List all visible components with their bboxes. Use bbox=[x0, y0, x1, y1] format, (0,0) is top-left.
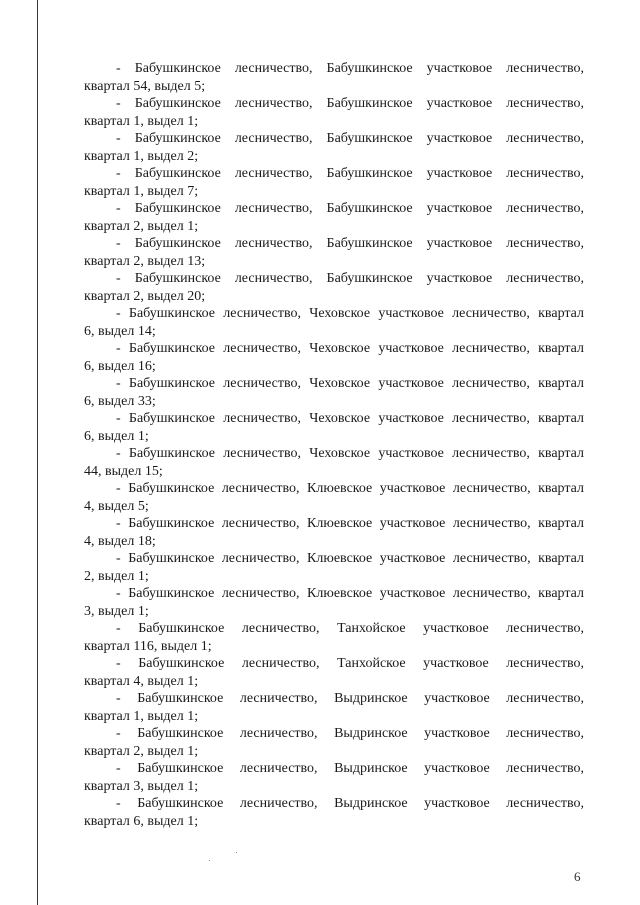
entry-text: - Бабушкинское лесничество, Бабушкинское участковое лесничество, bbox=[116, 236, 584, 251]
entry-text: - Бабушкинское лесничество, Чеховское участковое лесничество, квартал bbox=[116, 306, 584, 321]
entry-text: - Бабушкинское лесничество, Выдринское участковое лесничество, bbox=[116, 726, 584, 741]
entry-continuation: квартал 2, выдел 1; bbox=[84, 218, 199, 234]
scan-speck bbox=[236, 852, 237, 853]
entry-continuation: 6, выдел 14; bbox=[84, 323, 156, 339]
entry-continuation: квартал 1, выдел 1; bbox=[84, 708, 199, 724]
list-item bbox=[84, 515, 584, 550]
list-item bbox=[84, 235, 584, 270]
entry-text: - Бабушкинское лесничество, Выдринское участковое лесничество, bbox=[116, 691, 584, 706]
entry-text: - Бабушкинское лесничество, Клюевское участковое лесничество, квартал bbox=[116, 481, 584, 496]
entry-continuation: квартал 1, выдел 7; bbox=[84, 183, 199, 199]
entry-continuation: 44, выдел 15; bbox=[84, 463, 163, 479]
list-item bbox=[84, 410, 584, 445]
entry-continuation: 4, выдел 5; bbox=[84, 498, 149, 514]
entry-continuation: квартал 1, выдел 1; bbox=[84, 113, 199, 129]
entry-text: - Бабушкинское лесничество, Танхойское участковое лесничество, bbox=[116, 621, 584, 636]
entry-continuation: квартал 6, выдел 1; bbox=[84, 813, 199, 829]
list-item bbox=[84, 95, 584, 130]
list-item bbox=[84, 760, 584, 795]
scan-speck bbox=[209, 860, 210, 861]
list-item bbox=[84, 60, 584, 95]
entry-text: - Бабушкинское лесничество, Бабушкинское участковое лесничество, bbox=[116, 166, 584, 181]
entry-continuation: квартал 116, выдел 1; bbox=[84, 638, 212, 654]
entry-text: - Бабушкинское лесничество, Бабушкинское участковое лесничество, bbox=[116, 131, 584, 146]
entry-text: - Бабушкинское лесничество, Клюевское участковое лесничество, квартал bbox=[116, 586, 584, 601]
entry-continuation: 6, выдел 33; bbox=[84, 393, 156, 409]
entry-continuation: квартал 4, выдел 1; bbox=[84, 673, 199, 689]
entry-text: - Бабушкинское лесничество, Чеховское участковое лесничество, квартал bbox=[116, 446, 584, 461]
entry-continuation: квартал 1, выдел 2; bbox=[84, 148, 199, 164]
list-item bbox=[84, 130, 584, 165]
entry-continuation: 2, выдел 1; bbox=[84, 568, 149, 584]
entry-text: - Бабушкинское лесничество, Выдринское участковое лесничество, bbox=[116, 761, 584, 776]
entry-text: - Бабушкинское лесничество, Клюевское участковое лесничество, квартал bbox=[116, 551, 584, 566]
entry-continuation: 3, выдел 1; bbox=[84, 603, 149, 619]
page-number: 6 bbox=[574, 869, 581, 884]
list-item bbox=[84, 725, 584, 760]
entry-text: - Бабушкинское лесничество, Клюевское участковое лесничество, квартал bbox=[116, 516, 584, 531]
entry-continuation: квартал 2, выдел 1; bbox=[84, 743, 199, 759]
list-item bbox=[84, 270, 584, 305]
entry-continuation: квартал 3, выдел 1; bbox=[84, 778, 199, 794]
list-item bbox=[84, 795, 584, 830]
list-item bbox=[84, 165, 584, 200]
entry-continuation: 6, выдел 16; bbox=[84, 358, 156, 374]
list-item bbox=[84, 655, 584, 690]
entry-text: - Бабушкинское лесничество, Бабушкинское участковое лесничество, bbox=[116, 271, 584, 286]
entry-text: - Бабушкинское лесничество, Выдринское участковое лесничество, bbox=[116, 796, 584, 811]
entry-text: - Бабушкинское лесничество, Чеховское участковое лесничество, квартал bbox=[116, 376, 584, 391]
list-item bbox=[84, 690, 584, 725]
entry-text: - Бабушкинское лесничество, Чеховское участковое лесничество, квартал bbox=[116, 341, 584, 356]
entry-text: - Бабушкинское лесничество, Танхойское участковое лесничество, bbox=[116, 656, 584, 671]
list-item bbox=[84, 585, 584, 620]
list-item bbox=[84, 305, 584, 340]
list-item bbox=[84, 480, 584, 515]
list-item bbox=[84, 200, 584, 235]
list-item bbox=[84, 445, 584, 480]
list-item bbox=[84, 340, 584, 375]
left-margin-rule bbox=[37, 0, 38, 905]
document-page bbox=[84, 60, 584, 830]
list-item bbox=[84, 550, 584, 585]
list-item bbox=[84, 375, 584, 410]
entry-continuation: квартал 2, выдел 20; bbox=[84, 288, 206, 304]
entry-text: - Бабушкинское лесничество, Бабушкинское участковое лесничество, bbox=[116, 96, 584, 111]
entry-continuation: квартал 2, выдел 13; bbox=[84, 253, 206, 269]
list-item bbox=[84, 620, 584, 655]
entry-text: - Бабушкинское лесничество, Чеховское участковое лесничество, квартал bbox=[116, 411, 584, 426]
entry-continuation: 6, выдел 1; bbox=[84, 428, 149, 444]
entry-continuation: 4, выдел 18; bbox=[84, 533, 156, 549]
entry-continuation: квартал 54, выдел 5; bbox=[84, 78, 206, 94]
entry-text: - Бабушкинское лесничество, Бабушкинское участковое лесничество, bbox=[116, 201, 584, 216]
entry-text: - Бабушкинское лесничество, Бабушкинское участковое лесничество, bbox=[116, 61, 584, 76]
